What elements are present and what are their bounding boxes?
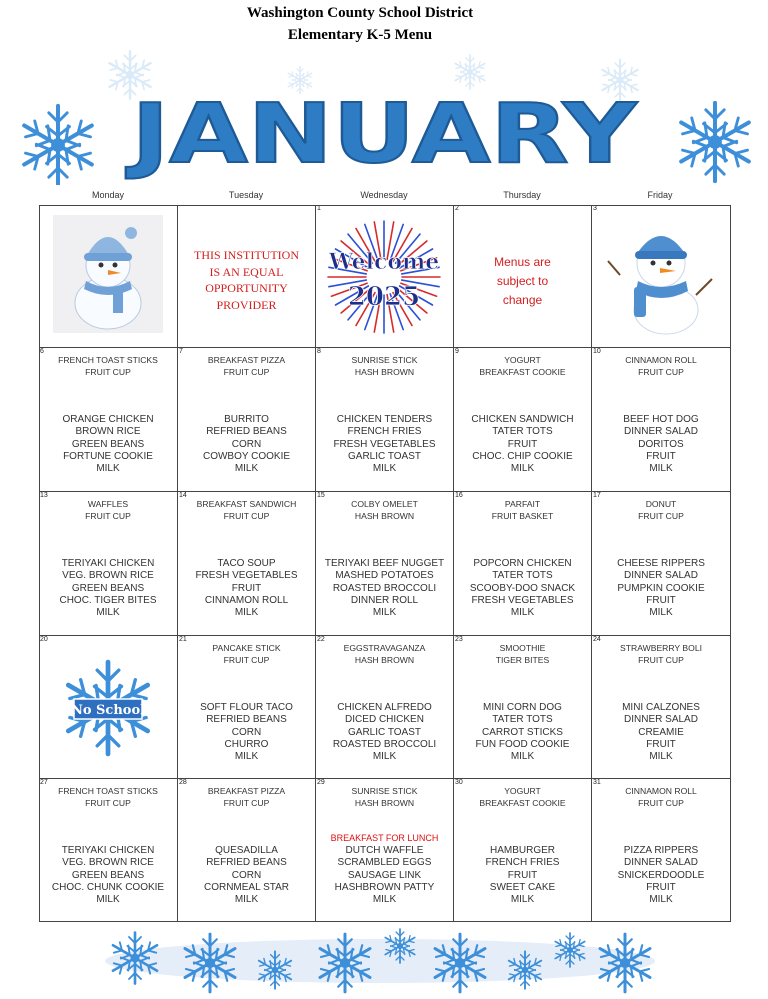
breakfast-item: FRUIT CUP [223,510,270,521]
breakfast-menu [454,643,591,666]
day-cell [316,779,454,922]
lunch-item: MILK [96,607,120,619]
lunch-item: SCOOBY-DOO SNACK [469,582,576,594]
day-cell [592,348,731,492]
day-cell [178,348,316,492]
breakfast-menu [454,355,591,378]
breakfast-menu [178,355,315,378]
notice-text [184,247,309,313]
lunch-item: MILK [234,607,259,619]
lunch-menu [316,414,453,475]
lunch-item: ROASTED BROCCOLI [332,582,437,594]
lunch-menu [39,558,177,619]
lunch-menu [178,558,315,619]
date-number: 22 [317,636,325,643]
lunch-item: FRUIT [646,881,676,893]
lunch-item: GREEN BEANS [71,869,145,881]
day-cell [39,492,178,636]
lunch-menu [592,414,730,475]
notice-line: IS AN EQUAL [209,264,284,279]
lunch-menu [592,845,730,906]
breakfast-item: CINNAMON ROLL [625,786,697,796]
breakfast-menu [39,499,177,522]
lunch-item: FRESH VEGETABLES [471,594,574,606]
notice-line: Menus are [494,255,551,269]
lunch-item: MILK [372,607,397,619]
day-cell [316,492,454,636]
lunch-item: CREAMIE [638,726,684,738]
breakfast-item: EGGSTRAVAGANZA [343,643,426,653]
lunch-menu [592,558,730,619]
lunch-item: MILK [96,894,120,906]
breakfast-item: HASH BROWN [354,510,415,521]
day-cell [316,348,454,492]
lunch-menu [316,702,453,763]
right-snowflake-icon [681,103,749,181]
date-number: 28 [179,779,187,786]
breakfast-item: SUNRISE STICK [351,355,418,365]
breakfast-item: PARFAIT [504,499,541,509]
breakfast-item: FRUIT CUP [638,510,684,521]
lunch-item: MILK [510,607,535,619]
welcome-fireworks-icon [322,219,446,335]
lunch-menu [454,558,591,619]
lunch-item: FRESH VEGETABLES [333,438,436,450]
menu-subtitle: Elementary K-5 Menu [287,27,433,43]
lunch-item: DORITOS [638,438,684,450]
lunch-item: MILK [649,463,673,475]
breakfast-item: BREAKFAST PIZZA [207,355,286,365]
lunch-item: FRUIT [646,594,676,606]
breakfast-menu [454,786,591,809]
breakfast-item: FRUIT CUP [85,797,131,808]
welcome-text: Welcome [328,249,440,275]
breakfast-menu [316,499,453,522]
lunch-item: REFRIED BEANS [206,857,287,869]
day-cell [178,492,316,636]
date-number: 29 [317,779,325,786]
breakfast-menu [39,355,177,378]
breakfast-item: TIGER BITES [495,654,550,665]
lunch-menu [316,558,453,619]
breakfast-menu [39,786,177,809]
date-number: 9 [455,348,459,355]
year-text: 2025 [347,282,421,312]
date-number: 17 [593,492,601,499]
lunch-item: CHOC. TIGER BITES [59,594,157,606]
breakfast-menu [592,355,730,378]
lunch-item: DINNER SALAD [624,714,698,726]
date-number: 20 [40,636,48,643]
lunch-item: MILK [649,607,673,619]
breakfast-menu [316,355,453,378]
no-school-snowflake-icon [56,656,160,760]
breakfast-item: WAFFLES [87,499,129,509]
date-number: 16 [455,492,463,499]
month-banner [0,50,768,185]
day-cell [39,348,178,492]
breakfast-menu [178,643,315,666]
lunch-item: FRENCH FRIES [485,857,560,869]
breakfast-item: PANCAKE STICK [212,643,281,653]
breakfast-menu [592,643,730,666]
date-number: 27 [40,779,48,786]
lunch-item: CHOC. CHUNK COOKIE [51,881,165,893]
lunch-menu [454,845,591,906]
lunch-item: SCRAMBLED EGGS [337,857,432,869]
breakfast-item: FRUIT BASKET [491,510,554,521]
date-number: 2 [455,205,459,212]
date-number: 31 [593,779,601,786]
lunch-menu [316,831,453,906]
lunch-item: DUTCH WAFFLE [345,845,424,856]
lunch-item: VEG. BROWN RICE [62,857,154,869]
weekday-label: Monday [91,190,125,200]
lunch-menu [39,845,177,906]
date-number: 13 [40,492,48,499]
lunch-item: FRUIT [646,738,676,750]
lunch-item: DICED CHICKEN [345,714,424,726]
lunch-item: DINNER SALAD [624,570,698,582]
snowman-sitting-icon [53,215,163,333]
breakfast-item: SUNRISE STICK [351,786,418,796]
lunch-item: SAUSAGE LINK [347,869,422,881]
date-number: 10 [593,348,601,355]
lunch-item: TERIYAKI BEEF NUGGET [324,558,445,569]
lunch-item: FRESH VEGETABLES [195,570,298,582]
breakfast-item: FRENCH TOAST STICKS [58,355,158,365]
breakfast-item: FRUIT CUP [638,654,684,665]
special-label: BREAKFAST FOR LUNCH [330,833,439,843]
lunch-item: CHICKEN SANDWICH [471,414,574,425]
lunch-menu [454,702,591,763]
breakfast-menu [316,643,453,666]
day-cell [592,492,731,636]
lunch-item: CORN [231,726,262,738]
bottom-snowflake-border [100,928,660,994]
breakfast-item: BREAKFAST SANDWICH [196,499,297,509]
lunch-item: CHEESE RIPPERS [617,558,705,569]
lunch-item: CINNAMON ROLL [204,594,289,606]
lunch-item: MINI CORN DOG [483,702,562,713]
day-cell [316,205,454,348]
lunch-item: POPCORN CHICKEN [473,558,572,569]
day-cell [178,779,316,922]
notice-line: THIS INSTITUTION [194,248,299,262]
day-cell [39,205,178,348]
day-cell [39,779,178,922]
lunch-item: PUMPKIN COOKIE [617,582,705,594]
notice-line: OPPORTUNITY [205,281,288,295]
breakfast-item: BREAKFAST PIZZA [207,786,286,796]
lunch-item: FORTUNE COOKIE [63,450,153,462]
day-cell [454,348,592,492]
lunch-item: CORNMEAL STAR [203,881,289,893]
lunch-item: GREEN BEANS [71,582,145,594]
weekday-header [39,190,731,204]
date-number: 7 [179,348,183,355]
notice-text [460,253,585,310]
day-cell [592,636,731,779]
day-cell [316,636,454,779]
weekday-label: Tuesday [228,190,264,200]
breakfast-item: HASH BROWN [354,366,415,377]
notice-line: subject to [496,274,549,288]
date-number: 21 [179,636,187,643]
day-cell [454,492,592,636]
lunch-item: PIZZA RIPPERS [623,845,699,856]
lunch-item: MILK [96,463,120,475]
lunch-item: CORN [231,438,262,450]
breakfast-item: FRUIT CUP [85,510,131,521]
lunch-item: MASHED POTATOES [335,570,434,582]
breakfast-item: FRUIT CUP [638,366,684,377]
lunch-item: HAMBURGER [489,845,555,856]
date-number: 23 [455,636,463,643]
lunch-item: ROASTED BROCCOLI [332,738,437,750]
lunch-menu [178,702,315,763]
lunch-item: MILK [234,751,259,763]
lunch-item: MILK [372,463,397,475]
breakfast-item: BREAKFAST COOKIE [479,797,566,808]
district-title: Washington County School District [246,5,474,21]
lunch-item: REFRIED BEANS [206,714,287,726]
breakfast-item: HASH BROWN [354,654,415,665]
lunch-item: CHURRO [224,738,269,750]
weekday-label: Wednesday [360,190,408,200]
lunch-item: HASHBROWN PATTY [334,881,435,893]
lunch-item: GARLIC TOAST [348,726,421,738]
left-snowflake-icon [24,106,92,184]
lunch-item: MILK [649,894,673,906]
day-cell [454,636,592,779]
lunch-item: DINNER SALAD [624,857,698,869]
date-number: 15 [317,492,325,499]
lunch-item: TERIYAKI CHICKEN [61,558,155,569]
month-title: JANUARY [125,87,639,182]
breakfast-menu [316,786,453,809]
lunch-item: FRENCH FRIES [347,426,422,438]
breakfast-item: YOGURT [504,786,541,796]
lunch-item: TATER TOTS [492,426,553,438]
lunch-item: ORANGE CHICKEN [62,414,154,425]
menu-calendar-grid [39,205,731,922]
lunch-item: GREEN BEANS [71,438,145,450]
snowman-scarf-icon [606,225,716,335]
breakfast-item: FRUIT CUP [223,654,270,665]
day-cell [592,205,731,348]
breakfast-item: YOGURT [504,355,541,365]
lunch-menu [454,414,591,475]
lunch-item: TERIYAKI CHICKEN [61,845,155,856]
breakfast-item: FRENCH TOAST STICKS [58,786,158,796]
date-number: 1 [317,205,321,212]
lunch-item: TACO SOUP [217,558,276,569]
lunch-item: SWEET CAKE [489,881,556,893]
day-cell [178,636,316,779]
lunch-item: CORN [231,869,262,881]
lunch-item: MILK [372,751,397,763]
breakfast-item: HASH BROWN [354,797,415,808]
lunch-item: CHOC. CHIP COOKIE [472,450,573,462]
lunch-item: FRUIT [507,869,538,881]
lunch-item: BURRITO [224,414,269,425]
date-number: 30 [455,779,463,786]
lunch-item: TATER TOTS [492,714,553,726]
lunch-item: SOFT FLOUR TACO [200,702,293,713]
breakfast-item: FRUIT CUP [85,366,131,377]
lunch-item: MINI CALZONES [622,702,700,713]
notice-line: change [502,293,543,307]
breakfast-item: BREAKFAST COOKIE [479,366,566,377]
weekday-label: Thursday [503,190,541,200]
lunch-item: MILK [649,751,673,763]
notice-line: PROVIDER [216,297,277,312]
lunch-menu [592,702,730,763]
breakfast-menu [178,499,315,522]
lunch-item: FRUIT [646,450,676,462]
lunch-item: FRUIT [507,438,538,450]
breakfast-item: FRUIT CUP [223,366,270,377]
lunch-item: TATER TOTS [492,570,553,582]
lunch-item: MILK [510,894,535,906]
lunch-item: CARROT STICKS [482,726,563,738]
breakfast-item: FRUIT CUP [223,797,270,808]
date-number: 6 [40,348,44,355]
day-cell [454,779,592,922]
lunch-item: CHICKEN ALFREDO [337,702,432,713]
breakfast-item: CINNAMON ROLL [625,355,697,365]
day-cell [39,636,178,779]
breakfast-menu [592,499,730,522]
weekday-label: Friday [647,190,673,200]
date-number: 24 [593,636,601,643]
day-cell [592,779,731,922]
breakfast-menu [454,499,591,522]
breakfast-item: STRAWBERRY BOLI [620,643,702,653]
lunch-menu [178,845,315,906]
lunch-item: FUN FOOD COOKIE [475,738,570,750]
day-cell [178,205,316,348]
date-number: 8 [317,348,321,355]
breakfast-item: SMOOTHIE [499,643,546,653]
no-school-label: No School [70,703,146,718]
lunch-item: DINNER ROLL [350,594,419,606]
lunch-item: CHICKEN TENDERS [336,414,433,425]
lunch-item: QUESADILLA [215,845,278,856]
lunch-item: BEEF HOT DOG [623,414,699,425]
lunch-item: MILK [510,463,535,475]
date-number: 3 [593,205,597,212]
lunch-item: MILK [234,894,259,906]
lunch-item: REFRIED BEANS [206,426,287,438]
lunch-item: SNICKERDOODLE [617,869,705,881]
breakfast-item: FRUIT CUP [638,797,684,808]
lunch-item: VEG. BROWN RICE [62,570,154,582]
breakfast-menu [178,786,315,809]
date-number: 14 [179,492,187,499]
lunch-item: BROWN RICE [75,426,141,438]
lunch-item: COWBOY COOKIE [202,450,291,462]
lunch-menu [39,414,177,475]
lunch-item: MILK [372,894,397,906]
breakfast-item: DONUT [645,499,677,509]
lunch-item: FRUIT [231,582,262,594]
lunch-item: MILK [510,751,535,763]
lunch-item: GARLIC TOAST [348,450,421,462]
lunch-menu [178,414,315,475]
day-cell [454,205,592,348]
breakfast-menu [592,786,730,809]
breakfast-item: COLBY OMELET [351,499,418,509]
lunch-item: DINNER SALAD [624,426,698,438]
lunch-item: MILK [234,463,259,475]
